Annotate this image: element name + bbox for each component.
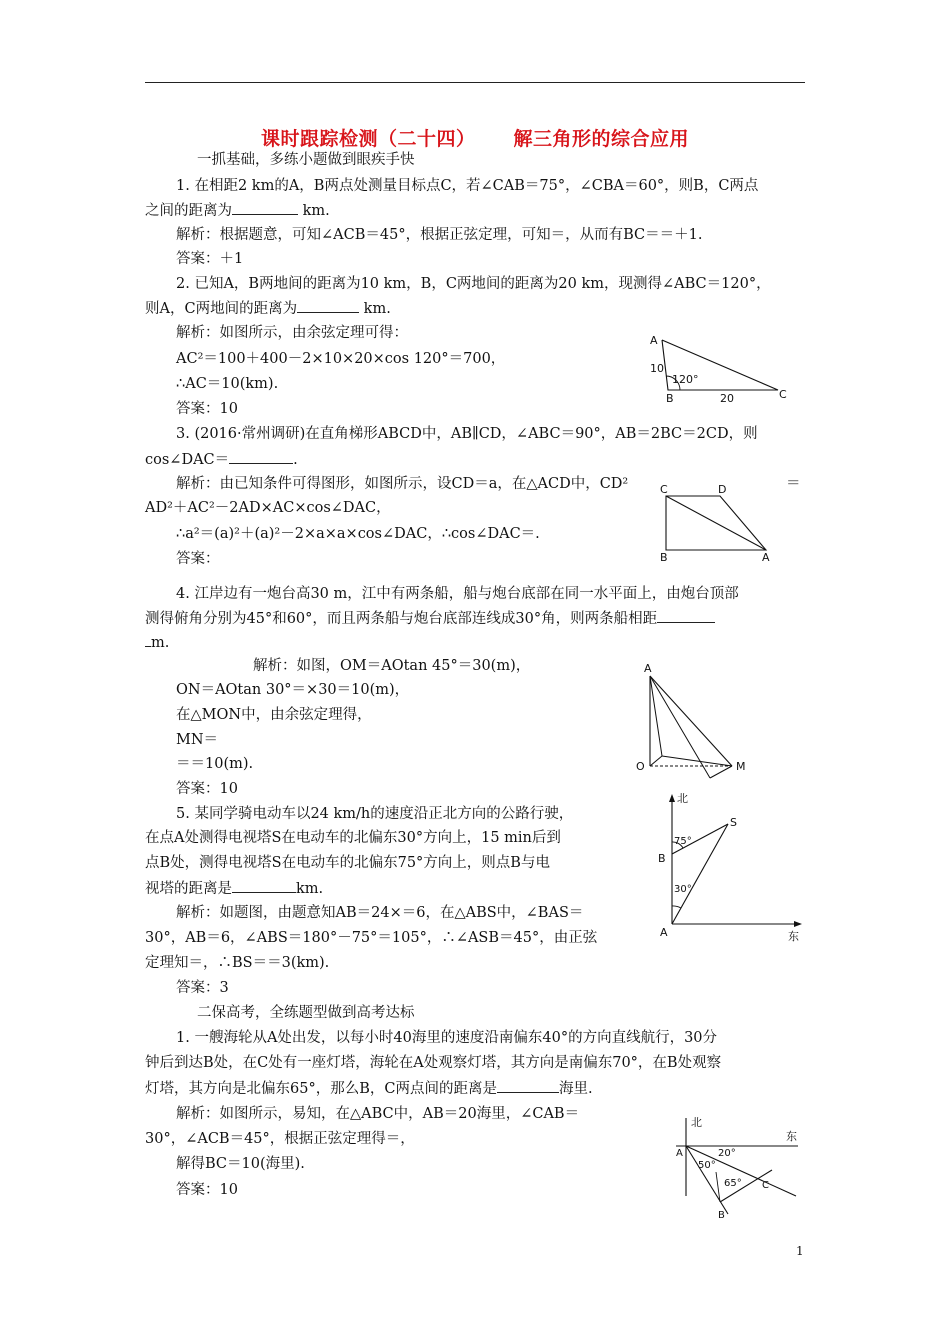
q5-label-angle-75: 75° <box>674 836 692 847</box>
q4-label-o: O <box>636 760 645 773</box>
q4-solution-2: ON＝AOtan 30°＝×30＝10(m)， <box>176 682 410 698</box>
q2-label-ab: 10 <box>650 362 664 375</box>
q2-line2: 则A，C两地间的距离为 km. <box>145 298 391 319</box>
q5-solution-2: 30°，AB＝6，∠ABS＝180°－75°＝105°，∴∠ASB＝45°，由正弦 <box>145 930 598 946</box>
q5-line4: 视塔的距离是 km. <box>145 878 323 899</box>
q2-triangle-figure <box>640 328 790 404</box>
q2-label-a: A <box>650 334 658 347</box>
title-main: 课时跟踪检测（二十四） <box>260 128 476 150</box>
title-topic: 解三角形的综合应用 <box>513 128 690 150</box>
q4-label-m: M <box>736 760 746 773</box>
q1-solution: 解析：根据题意，可知∠ACB＝45°，根据正弦定理，可知＝，从而有BC＝＝＋1. <box>176 227 703 243</box>
q5-navigation-figure <box>652 788 808 944</box>
p1-label-b: B <box>718 1210 725 1221</box>
q3-answer: 答案： <box>176 551 220 567</box>
q4-edge-an-2 <box>650 676 710 778</box>
p1-label-north: 北 <box>691 1116 702 1129</box>
q5-label-a: A <box>660 926 668 939</box>
q4-solution-4: MN＝ <box>176 732 219 748</box>
p1-lighthouse-figure <box>668 1110 808 1224</box>
q2-label-b: B <box>666 392 674 404</box>
q5-angle-arc-a <box>672 906 681 908</box>
section-heading-basic: 一抓基础，多练小题做到眼疾手快 <box>197 152 415 168</box>
q3-solution-1: 解析：由已知条件可得图形，如图所示，设CD＝a，在△ACD中，CD² <box>176 476 629 492</box>
q5-north-arrow <box>669 794 675 802</box>
q4-label-a: A <box>644 662 652 675</box>
q1-line2: 之间的距离为 km. <box>145 200 330 221</box>
q4-line2: 测得俯角分别为45°和60°，而且两条船与炮台底部连线成30°角，则两条船相距 <box>145 608 715 629</box>
q4-solution-3: 在△MON中，由余弦定理得， <box>176 707 372 723</box>
q5-solution-1: 解析：如题图，由题意知AB＝24×＝6，在△ABS中，∠BAS＝ <box>176 905 584 921</box>
q2-line1: 2. 已知A，B两地间的距离为10 km，B，C两地间的距离为20 km，现测得∠ABC＝120°， <box>176 276 771 292</box>
p1-label-east: 东 <box>786 1130 797 1143</box>
q4-edge-am <box>650 676 732 766</box>
q4-answer: 答案：10 <box>176 781 238 797</box>
q5-line2: 在点A处测得电视塔S在电动车的北偏东30°方向上，15 min后到 <box>145 830 561 846</box>
p1-label-angle-20: 20° <box>718 1148 736 1159</box>
q3-trapezoid-figure <box>652 482 782 564</box>
p1-line2: 钟后到达B处，在C处有一座灯塔，海轮在A处观察灯塔，其方向是南偏东70°，在B处观察 <box>145 1055 722 1071</box>
q5-solution-3: 定理知＝，∴BS＝＝3(km). <box>145 955 330 971</box>
q3-label-a: A <box>762 551 770 564</box>
q5-label-angle-30: 30° <box>674 884 692 895</box>
p1-solution-2: 30°，∠ACB＝45°，根据正弦定理得＝， <box>145 1131 415 1147</box>
q3-label-d: D <box>718 483 727 496</box>
q2-label-bc: 20 <box>720 392 734 404</box>
q3-line1: 3. (2016·常州调研)在直角梯形ABCD中，AB∥CD，∠ABC＝90°，AB＝2BC＝2CD，则 <box>176 426 758 442</box>
p1-solution-1: 解析：如图所示，易知，在△ABC中，AB＝20海里，∠CAB＝ <box>176 1106 580 1122</box>
q5-line1: 5. 某同学骑电动车以24 km/h的速度沿正北方向的公路行驶， <box>176 806 574 822</box>
q5-east-arrow <box>794 921 802 927</box>
page-number: 1 <box>796 1244 804 1258</box>
q1-answer: 答案：＋1 <box>176 251 244 267</box>
page-title <box>0 124 950 151</box>
q4-edge-top <box>662 756 732 766</box>
q3-solution-3: ∴a²＝(a)²＋(a)²－2×a×a×cos∠DAC，∴cos∠DAC＝. <box>176 526 540 542</box>
q2-label-c: C <box>779 388 787 401</box>
q2-solution-2: AC²＝100＋400－2×10×20×cos 120°＝700， <box>176 351 506 367</box>
q3-label-c: C <box>660 483 668 496</box>
p1-label-c: C <box>762 1180 769 1191</box>
q1-line1: 1. 在相距2 km的A，B两点处测量目标点C，若∠CAB＝75°，∠CBA＝60°，则B，C两点 <box>176 178 759 194</box>
p1-line3: 灯塔，其方向是北偏东65°，那么B，C两点间的距离是 海里. <box>145 1078 593 1099</box>
q4-solution-1: 解析：如图，OM＝AOtan 45°＝30(m)， <box>253 658 531 674</box>
q3-solution-1-equals: ＝ <box>786 476 801 492</box>
q4-edge-side <box>650 756 662 766</box>
q2-answer: 答案：10 <box>176 401 238 417</box>
q2-solution-3: ∴AC＝10(km). <box>176 376 279 392</box>
q2-label-angle: 120° <box>672 373 699 386</box>
q3-solution-2: AD²＋AC²－2AD×AC×cos∠DAC， <box>145 500 391 516</box>
q4-solution-5: ＝＝10(m). <box>176 756 254 772</box>
p1-line1: 1. 一艘海轮从A处出发，以每小时40海里的速度沿南偏东40°的方向直线航行，30分 <box>176 1030 718 1046</box>
q5-label-b: B <box>658 852 666 865</box>
q5-line3: 点B处，测得电视塔S在电动车的北偏东75°方向上，则点B与电 <box>145 855 550 871</box>
q3-line2: cos∠DAC＝ . <box>145 449 298 470</box>
q2-solution-1: 解析：如图所示，由余弦定理可得： <box>176 325 408 341</box>
q4-fort-figure <box>632 660 762 788</box>
section-heading-advanced: 二保高考，全练题型做到高考达标 <box>197 1005 415 1021</box>
q4-edge-bottom <box>710 766 732 778</box>
p1-label-a: A <box>676 1148 683 1159</box>
q4-line1: 4. 江岸边有一炮台高30 m，江中有两条船，船与炮台底部在同一水平面上，由炮台顶部 <box>176 586 739 602</box>
q5-label-east: 东 <box>788 930 799 943</box>
q5-label-north: 北 <box>677 792 688 805</box>
q5-label-s: S <box>730 816 737 829</box>
q5-answer: 答案：3 <box>176 980 229 996</box>
p1-label-angle-50: 50° <box>698 1160 716 1171</box>
header-rule <box>145 82 805 83</box>
p1-solution-3: 解得BC＝10(海里). <box>176 1156 305 1172</box>
q3-diagonal-ac <box>666 496 766 550</box>
p1-answer: 答案：10 <box>176 1182 238 1198</box>
q4-line3: m. <box>145 632 169 653</box>
q3-label-b: B <box>660 551 668 564</box>
p1-label-angle-65: 65° <box>724 1178 742 1189</box>
